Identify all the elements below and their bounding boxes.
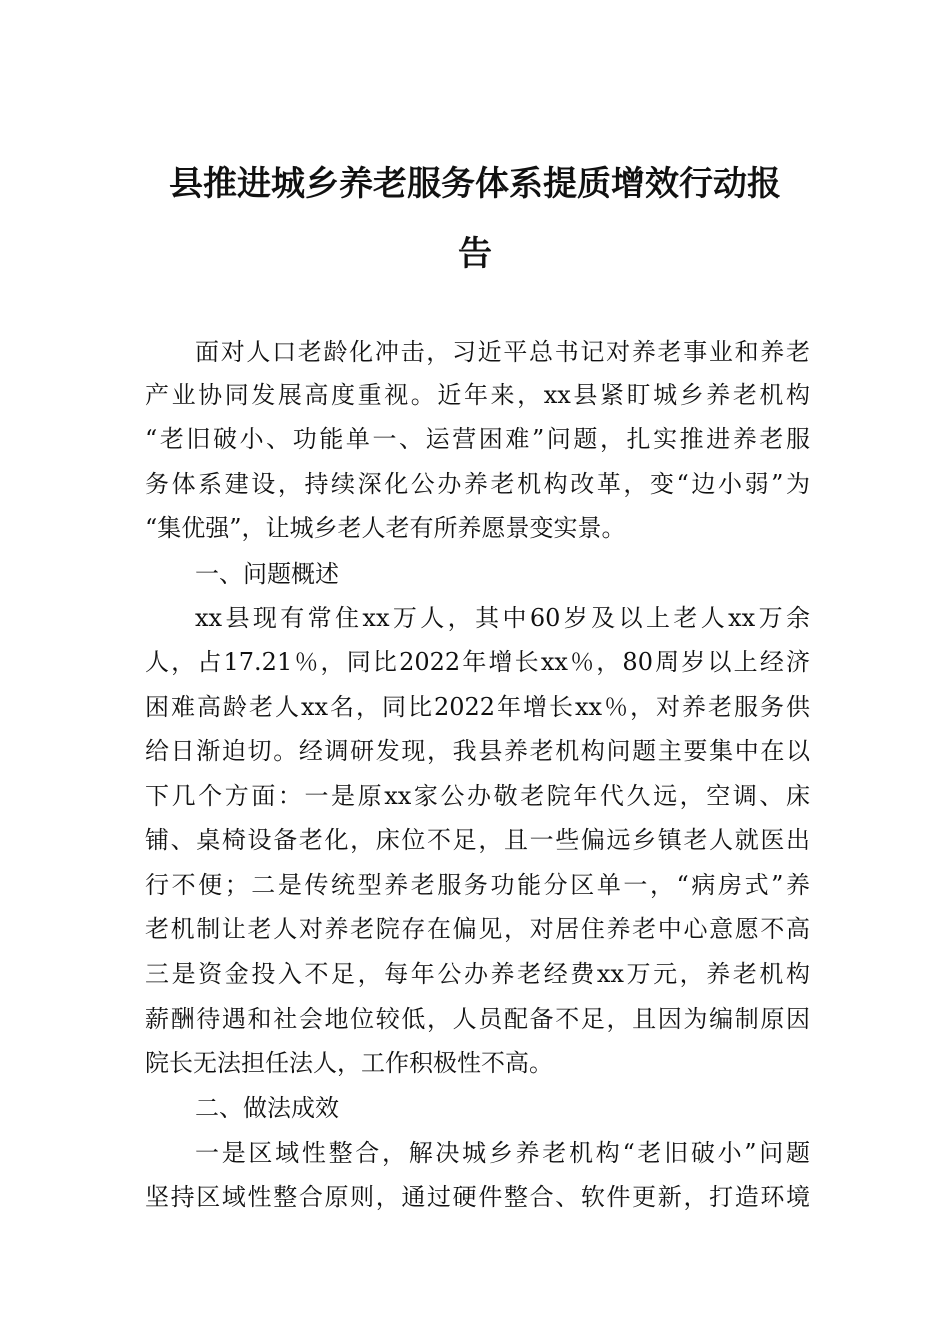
paragraph-1-line-4: 务体系建设，持续深化公办养老机构改革，变“边小弱”为 bbox=[145, 470, 810, 498]
paragraph-2-line-9: 三是资金投入不足，每年公办养老经费xx万元，养老机构 bbox=[145, 960, 810, 988]
paragraph-1-line-5: “集优强”，让城乡老人老有所养愿景变实景。 bbox=[145, 514, 626, 542]
paragraph-2-line-11: 院长无法担任法人，工作积极性不高。 bbox=[145, 1049, 553, 1077]
paragraph-2-line-6: 铺、桌椅设备老化，床位不足，且一些偏远乡镇老人就医出 bbox=[145, 826, 810, 854]
paragraph-2-line-10: 薪酬待遇和社会地位较低，人员配备不足，且因为编制原因 bbox=[145, 1005, 810, 1033]
section-heading-1: 一、问题概述 bbox=[195, 560, 339, 588]
title-line-2: 告 bbox=[458, 234, 492, 274]
title-line-1: 县推进城乡养老服务体系提质增效行动报 bbox=[169, 164, 781, 204]
paragraph-3-line-1: 一是区域性整合，解决城乡养老机构“老旧破小”问题 bbox=[195, 1139, 810, 1167]
paragraph-1-line-1: 面对人口老龄化冲击，习近平总书记对养老事业和养老 bbox=[195, 338, 810, 366]
paragraph-1-line-3: “老旧破小、功能单一、运营困难”问题，扎实推进养老服 bbox=[145, 425, 810, 453]
section-heading-2: 二、做法成效 bbox=[195, 1094, 339, 1122]
paragraph-2-line-2: 人，占17.21％，同比2022年增长xx％，80周岁以上经济 bbox=[145, 648, 810, 676]
paragraph-2-line-8: 老机制让老人对养老院存在偏见，对居住养老中心意愿不高 bbox=[145, 915, 810, 943]
paragraph-2-line-4: 给日渐迫切。经调研发现，我县养老机构问题主要集中在以 bbox=[145, 737, 810, 765]
paragraph-2-line-1: xx县现有常住xx万人，其中60岁及以上老人xx万余 bbox=[195, 604, 810, 632]
paragraph-1-line-2: 产业协同发展高度重视。近年来，xx县紧盯城乡养老机构 bbox=[145, 381, 810, 409]
paragraph-3-line-2: 坚持区域性整合原则，通过硬件整合、软件更新，打造环境 bbox=[145, 1183, 810, 1211]
paragraph-2-line-7: 行不便；二是传统型养老服务功能分区单一，“病房式”养 bbox=[145, 871, 810, 899]
paragraph-2-line-5: 下几个方面：一是原xx家公办敬老院年代久远，空调、床 bbox=[145, 782, 810, 810]
paragraph-2-line-3: 困难高龄老人xx名，同比2022年增长xx％，对养老服务供 bbox=[145, 693, 810, 721]
